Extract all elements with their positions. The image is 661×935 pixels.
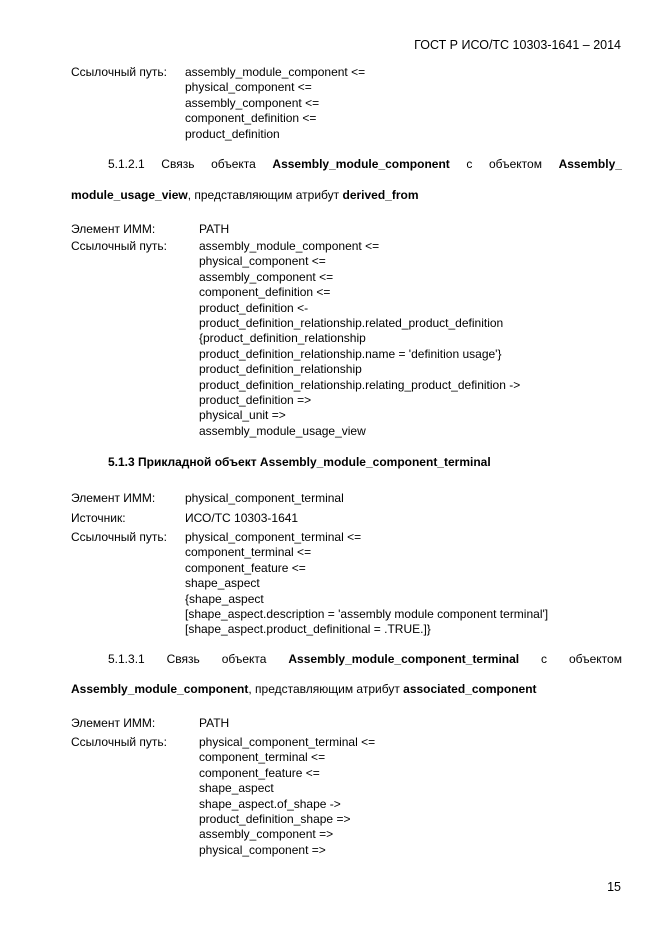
- path-line: product_definition <-: [199, 300, 309, 315]
- path-line: product_definition_relationship: [199, 362, 362, 377]
- path-line: physical_component =>: [199, 842, 326, 857]
- path-line: component_terminal <=: [199, 750, 326, 765]
- entity-name: module_usage_view: [71, 188, 188, 202]
- title-word: объектом: [488, 157, 542, 171]
- path-value-block-2: [199, 239, 520, 439]
- path-line: assembly_component <=: [199, 269, 334, 284]
- title-word: объекта: [221, 652, 267, 666]
- path-line: physical_unit =>: [199, 408, 286, 423]
- path-line: product_definition_relationship.related_product_definition: [199, 315, 504, 330]
- title-word: объекта: [211, 157, 256, 171]
- title-text: , представляющим атрибут: [187, 188, 343, 202]
- title-word: объектом: [568, 652, 622, 666]
- title-word: Связь: [161, 157, 195, 171]
- section-5131-title-line2: [71, 682, 537, 697]
- path-label: Ссылочный путь:: [71, 735, 167, 749]
- path-line: component_definition <=: [185, 111, 317, 126]
- path-line: product_definition: [185, 126, 280, 141]
- path-line: product_definition_relationship.name = 'definition usage'}: [199, 346, 502, 361]
- path-line: assembly_component =>: [199, 827, 334, 842]
- path-line: shape_aspect.of_shape ->: [199, 796, 341, 811]
- path-line: [shape_aspect.description = 'assembly module component terminal']: [185, 606, 549, 621]
- title-text: , представляющим атрибут: [248, 682, 404, 696]
- title-word: с: [466, 157, 473, 171]
- path-line: component_terminal <=: [185, 545, 312, 560]
- section-number: 5.1.2.1: [108, 157, 145, 171]
- source-label: Источник:: [71, 511, 126, 525]
- path-line: physical_component <=: [185, 80, 312, 95]
- path-label: Ссылочный путь:: [71, 239, 167, 253]
- title-word: Assembly_: [558, 157, 622, 171]
- path-line: assembly_module_component <=: [185, 65, 366, 79]
- path-line: assembly_module_usage_view: [199, 423, 366, 438]
- page-number: 15: [607, 880, 621, 894]
- path-line: assembly_module_component <=: [199, 239, 380, 253]
- path-line: physical_component_terminal <=: [199, 735, 376, 749]
- title-word: с: [541, 652, 548, 666]
- path-line: product_definition_relationship.relating_product_definition ->: [199, 377, 521, 392]
- section-number: 5.1.3.1: [108, 652, 145, 666]
- path-line: product_definition_shape =>: [199, 811, 351, 826]
- path-value-block-1: [185, 65, 365, 142]
- title-word: Связь: [166, 652, 200, 666]
- title-word: Assembly_module_component_terminal: [288, 652, 520, 666]
- attribute-name: associated_component: [403, 682, 537, 696]
- document-header: ГОСТ Р ИСО/ТС 10303-1641 – 2014: [414, 38, 621, 52]
- path-line: [shape_aspect.product_definitional = .TRUE.]}: [185, 622, 431, 637]
- element-label: Элемент ИММ:: [71, 491, 156, 505]
- title-word: Assembly_module_component: [272, 157, 450, 171]
- path-line: component_feature <=: [185, 560, 306, 575]
- element-value: PATH: [199, 222, 230, 236]
- path-line: physical_component_terminal <=: [185, 530, 362, 544]
- path-line: {shape_aspect: [185, 591, 264, 606]
- source-value: ИСО/ТС 10303-1641: [185, 511, 299, 525]
- element-value: physical_component_terminal: [185, 491, 344, 505]
- path-line: component_definition <=: [199, 285, 331, 300]
- path-line: component_feature <=: [199, 765, 320, 780]
- entity-name: Assembly_module_component: [71, 682, 249, 696]
- section-513-heading: 5.1.3 Прикладной объект Assembly_module_component_terminal: [108, 455, 491, 469]
- path-line: {product_definition_relationship: [199, 331, 366, 346]
- element-value: PATH: [199, 716, 230, 730]
- path-line: assembly_component <=: [185, 95, 320, 110]
- path-line: physical_component <=: [199, 254, 326, 269]
- path-value-block-4: [199, 735, 375, 858]
- section-5121-title-line2: [71, 188, 419, 203]
- path-line: shape_aspect: [199, 781, 274, 796]
- path-label: Ссылочный путь:: [71, 65, 167, 79]
- path-value-block-3: [185, 530, 548, 638]
- path-label: Ссылочный путь:: [71, 530, 167, 544]
- path-line: shape_aspect: [185, 576, 260, 591]
- attribute-name: derived_from: [342, 188, 419, 202]
- element-label: Элемент ИММ:: [71, 716, 156, 730]
- path-line: product_definition =>: [199, 392, 312, 407]
- section-5121-title-line1: [108, 157, 622, 172]
- element-label: Элемент ИММ:: [71, 222, 156, 236]
- section-5131-title-line1: [108, 652, 622, 667]
